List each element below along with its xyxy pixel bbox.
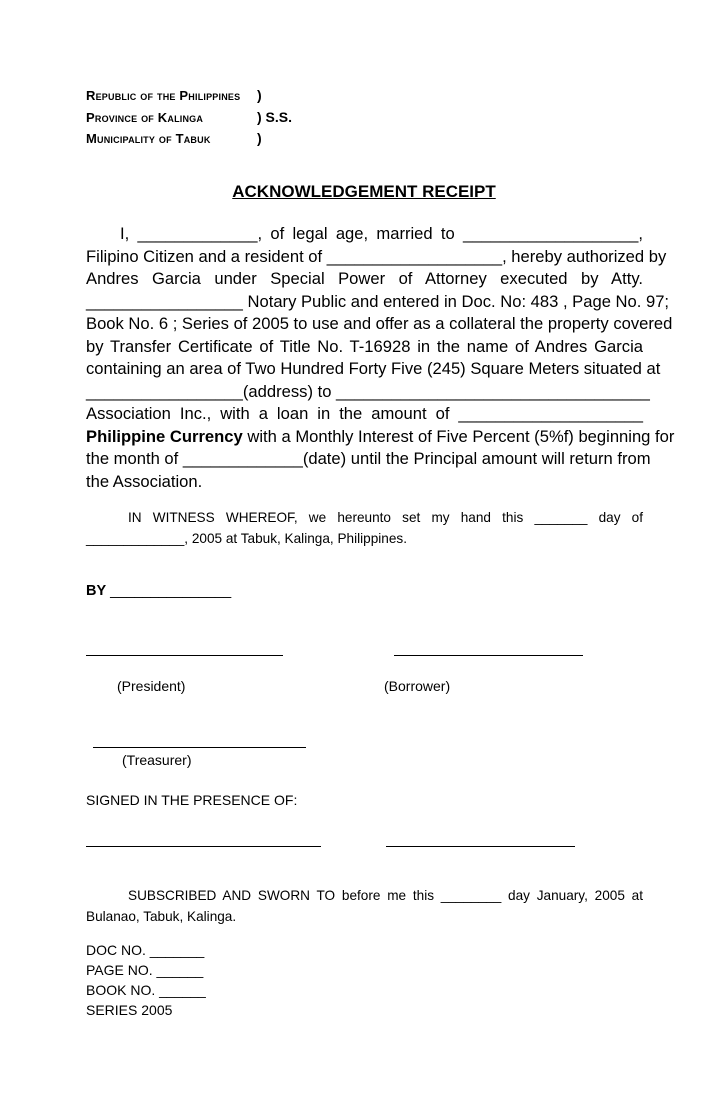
- header-paren-open: ): [257, 87, 262, 103]
- body-line: _________________ Notary Public and entered in Doc. No: 483 , Page No. 97;: [86, 291, 670, 311]
- body-line-currency: [86, 426, 675, 449]
- by-label: BY: [86, 583, 107, 599]
- sworn-line: Bulanao, Tabuk, Kalinga.: [86, 909, 237, 924]
- document-title: ACKNOWLEDGEMENT RECEIPT: [232, 182, 496, 201]
- body-line: the Association.: [86, 471, 203, 491]
- signed-presence-label: SIGNED IN THE PRESENCE OF:: [86, 792, 298, 808]
- by-line: [86, 583, 231, 599]
- witness-signature-line-1: [86, 846, 321, 847]
- header-republic: Republic of the Philippines: [86, 88, 241, 103]
- body-line: _________________(address) to __________________________________: [86, 381, 650, 401]
- sworn-paragraph: [86, 885, 643, 927]
- header-province: Province of Kalinga: [86, 110, 204, 125]
- witness-signature-line-2: [386, 846, 575, 847]
- body-paragraph: [86, 223, 675, 493]
- treasurer-signature-line: [93, 747, 306, 748]
- treasurer-caption: (Treasurer): [122, 752, 192, 768]
- body-line: Association Inc., with a loan in the amount of ____________________: [86, 404, 643, 423]
- borrower-caption: (Borrower): [384, 678, 451, 694]
- series: SERIES 2005: [86, 1002, 173, 1018]
- body-line: Andres Garcia under Special Power of Attorney executed by Atty.: [86, 269, 643, 288]
- body-line: containing an area of Two Hundred Forty Five (245) Square Meters situated at: [86, 359, 661, 378]
- sworn-line: SUBSCRIBED AND SWORN TO before me this ________ day January, 2005 at: [128, 888, 643, 903]
- president-signature-line: [86, 655, 283, 656]
- page-no: PAGE NO. ______: [86, 962, 204, 978]
- body-line: by Transfer Certificate of Title No. T-16928 in the name of Andres Garcia: [86, 336, 643, 356]
- bold-currency: Philippine Currency: [86, 426, 243, 446]
- header-ss: ) S.S.: [257, 109, 293, 125]
- currency-rest: with a Monthly Interest of Five Percent (5%f) beginning for: [242, 426, 675, 446]
- book-no: BOOK NO. ______: [86, 982, 206, 998]
- witness-line: _____________, 2005 at Tabuk, Kalinga, Philippines.: [86, 531, 407, 546]
- witness-paragraph: [86, 507, 643, 549]
- body-line: Filipino Citizen and a resident of ___________________, hereby authorized by: [86, 246, 667, 266]
- header-paren-close: ): [257, 130, 262, 146]
- header-municipality: Municipality of Tabuk: [86, 131, 211, 146]
- body-line: the month of _____________(date) until the Principal amount will return from: [86, 449, 651, 468]
- by-blank: _______________: [106, 583, 232, 599]
- witness-line: IN WITNESS WHEREOF, we hereunto set my hand this _______ day of: [128, 510, 643, 525]
- body-line: Book No. 6 ; Series of 2005 to use and offer as a collateral the property covered: [86, 314, 673, 333]
- doc-no: DOC NO. _______: [86, 942, 205, 958]
- president-caption: (President): [117, 678, 186, 694]
- borrower-signature-line: [394, 655, 583, 656]
- body-line: I, _____________, of legal age, married to ___________________,: [120, 224, 643, 243]
